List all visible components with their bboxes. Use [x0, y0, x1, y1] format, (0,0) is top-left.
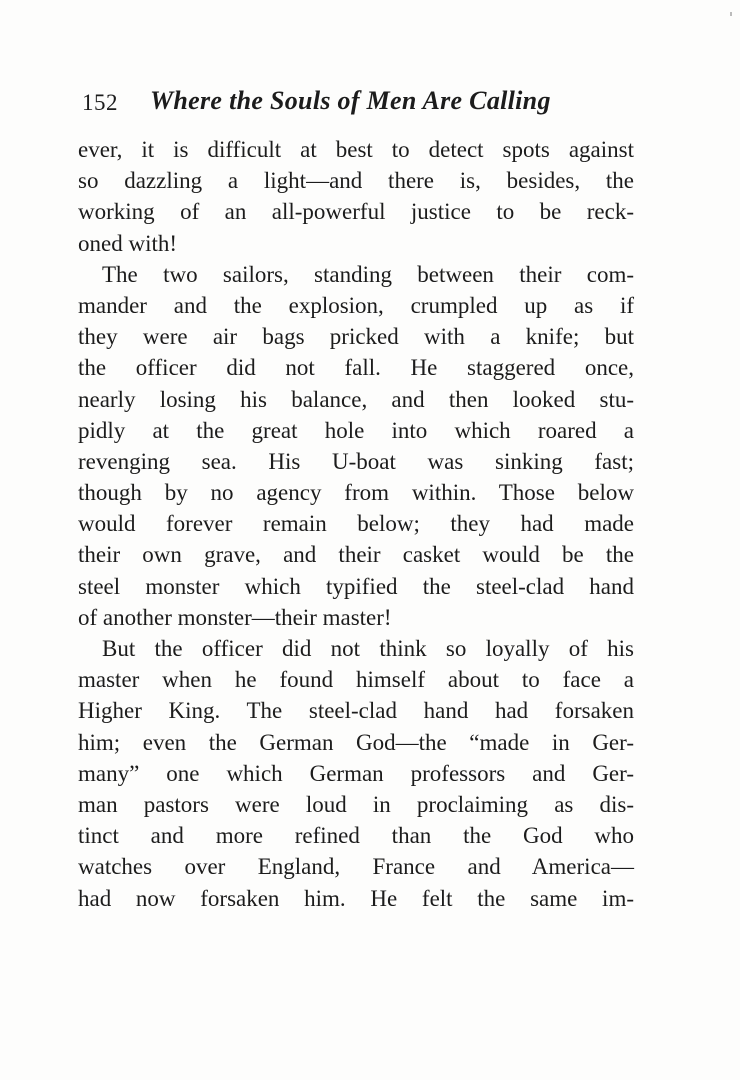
text-line: But the officer did not think so loyally of his	[102, 636, 634, 661]
text-line: steel monster which typified the steel-clad hand	[78, 573, 634, 599]
body-text	[78, 134, 634, 914]
text-line: Higher King. The steel-clad hand had forsaken	[78, 698, 634, 724]
text-line: had now forsaken him. He felt the same im-	[78, 885, 634, 911]
text-line: nearly losing his balance, and then looked stu-	[78, 386, 634, 412]
running-title: Where the Souls of Men Are Calling	[150, 86, 551, 115]
text-line: oned with!	[78, 230, 178, 256]
text-line: of another monster—their master!	[78, 604, 392, 630]
text-line: working of an all-powerful justice to be reck-	[78, 199, 634, 225]
text-line: watches over England, France and America—	[78, 854, 634, 880]
running-head	[82, 86, 630, 126]
text-line: their own grave, and their casket would be the	[78, 542, 634, 568]
scan-speck	[730, 12, 732, 16]
text-line: ever, it is difficult at best to detect spots against	[78, 137, 634, 162]
text-line: man pastors were loud in proclaiming as dis-	[78, 791, 634, 817]
text-line: the officer did not fall. He staggered once,	[78, 355, 634, 381]
text-line: so dazzling a light—and there is, besides, the	[78, 168, 634, 194]
text-line: though by no agency from within. Those below	[78, 480, 634, 506]
text-line: tinct and more refined than the God who	[78, 823, 634, 849]
text-line: revenging sea. His U-boat was sinking fast;	[78, 448, 634, 474]
text-line: pidly at the great hole into which roared a	[78, 417, 634, 443]
text-line: would forever remain below; they had made	[78, 511, 634, 537]
text-line: The two sailors, standing between their com-	[102, 261, 634, 287]
text-line: him; even the German God—the “made in Ger-	[78, 729, 634, 755]
text-line: master when he found himself about to face a	[78, 667, 634, 693]
text-line: they were air bags pricked with a knife; but	[78, 324, 634, 350]
page-number: 152	[82, 90, 118, 115]
text-line: mander and the explosion, crumpled up as if	[78, 292, 634, 318]
text-line: many” one which German professors and Ger-	[78, 760, 634, 786]
